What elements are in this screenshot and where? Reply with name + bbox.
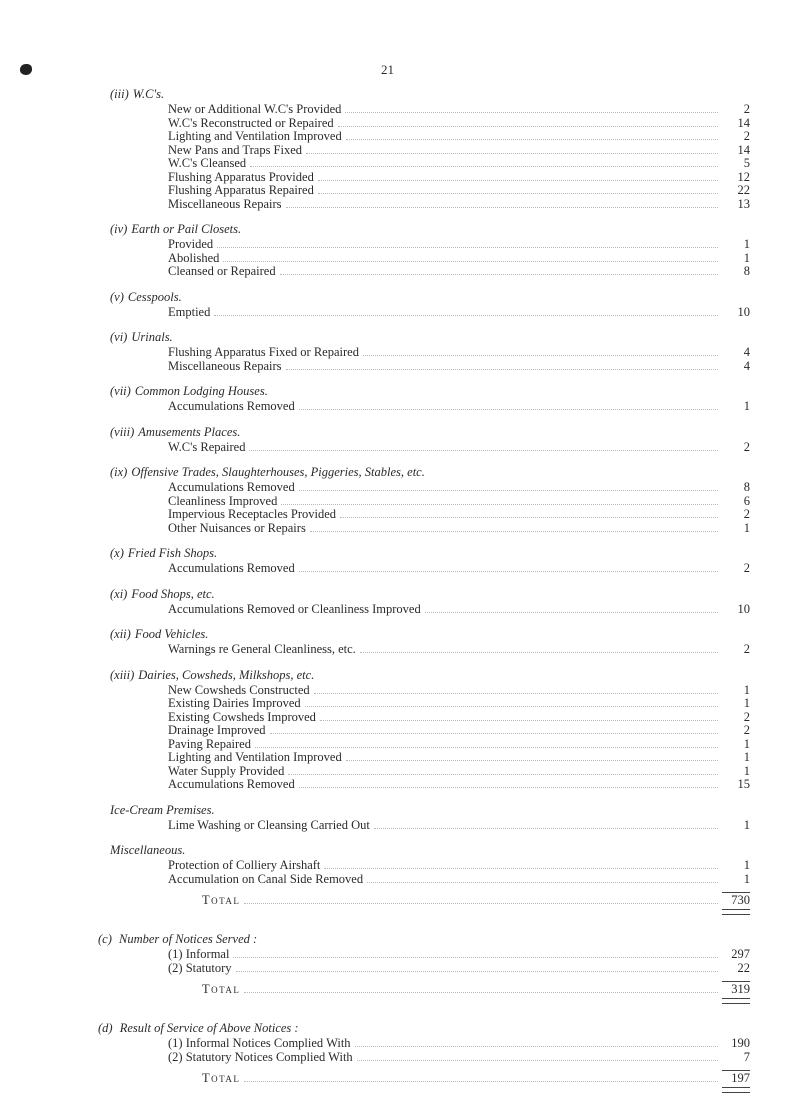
list-item bbox=[98, 1051, 750, 1065]
item-label: Lime Washing or Cleansing Carried Out bbox=[168, 817, 370, 832]
item-label: Water Supply Provided bbox=[168, 763, 285, 778]
item-value: 4 bbox=[743, 358, 750, 373]
item-value: 1 bbox=[743, 817, 750, 832]
leader-dots bbox=[324, 859, 718, 869]
list-item bbox=[110, 238, 750, 252]
section-heading bbox=[110, 383, 750, 400]
item-label: New or Additional W.C's Provided bbox=[168, 102, 342, 116]
list-item bbox=[110, 778, 750, 792]
item-label: Existing Dairies Improved bbox=[168, 696, 301, 710]
notices-served-block bbox=[98, 931, 750, 1004]
leader-dots bbox=[244, 983, 718, 993]
section-number: (v) bbox=[110, 289, 124, 304]
section-title: Result of Service of Above Notices : bbox=[119, 1021, 299, 1035]
list-item bbox=[110, 562, 750, 576]
section-heading bbox=[110, 626, 750, 643]
section-number: (xiii) bbox=[110, 667, 135, 682]
section-heading bbox=[110, 86, 750, 103]
item-value: 297 bbox=[731, 947, 750, 961]
list-item bbox=[110, 738, 750, 752]
item-value: 14 bbox=[737, 115, 750, 130]
item-value: 2 bbox=[743, 642, 750, 656]
leader-dots bbox=[305, 697, 718, 707]
item-value: 1 bbox=[743, 250, 750, 265]
list-item bbox=[110, 819, 750, 833]
report-content bbox=[98, 86, 750, 1093]
list-item bbox=[110, 765, 750, 779]
item-label: Accumulations Removed or Cleanliness Improved bbox=[168, 601, 421, 616]
item-label: (1) Informal Notices Complied With bbox=[168, 1036, 351, 1050]
item-value: 13 bbox=[737, 196, 750, 211]
leader-dots bbox=[223, 252, 718, 262]
section-title: Amusements Places. bbox=[138, 424, 241, 439]
section-title: Earth or Pail Closets. bbox=[131, 222, 242, 236]
leader-dots bbox=[345, 103, 718, 113]
item-value: 2 bbox=[743, 507, 750, 521]
list-item bbox=[110, 184, 750, 198]
leader-dots bbox=[288, 765, 718, 775]
leader-dots bbox=[363, 346, 718, 356]
section-title: Miscellaneous. bbox=[110, 843, 186, 857]
leader-dots bbox=[314, 684, 718, 694]
leader-dots bbox=[299, 481, 718, 491]
total-value: 197 bbox=[722, 1070, 750, 1086]
list-item bbox=[110, 360, 750, 374]
section-number: (ix) bbox=[110, 465, 128, 479]
item-value: 190 bbox=[731, 1036, 750, 1050]
leader-dots bbox=[360, 643, 718, 653]
item-label: Abolished bbox=[168, 250, 220, 265]
item-label: Miscellaneous Repairs bbox=[168, 358, 282, 373]
item-label: Accumulations Removed bbox=[168, 561, 295, 575]
item-label: Miscellaneous Repairs bbox=[168, 196, 282, 211]
section-heading bbox=[110, 586, 750, 603]
leader-dots bbox=[217, 238, 718, 248]
leader-dots bbox=[244, 1072, 718, 1082]
leader-dots bbox=[299, 562, 718, 572]
section-number: (xi) bbox=[110, 586, 128, 601]
total-label: Total bbox=[202, 1071, 241, 1085]
section-heading bbox=[110, 424, 750, 441]
item-value: 15 bbox=[737, 777, 750, 791]
section-heading bbox=[98, 1020, 750, 1037]
section-heading bbox=[110, 329, 750, 346]
leader-dots bbox=[249, 441, 718, 451]
item-label: Warnings re General Cleanliness, etc. bbox=[168, 642, 356, 656]
total-row bbox=[98, 981, 750, 996]
section-heading bbox=[110, 802, 750, 819]
section-number: (c) bbox=[98, 932, 112, 946]
total-row bbox=[98, 1070, 750, 1085]
sanitary-works-sections bbox=[110, 86, 750, 886]
leader-dots bbox=[306, 144, 718, 154]
item-value: 1 bbox=[743, 871, 750, 886]
item-value: 1 bbox=[743, 237, 750, 251]
item-label: Accumulations Removed bbox=[168, 480, 295, 494]
list-item bbox=[110, 859, 750, 873]
leader-dots bbox=[318, 171, 718, 181]
leader-dots bbox=[318, 184, 718, 194]
leader-dots bbox=[214, 306, 718, 316]
double-rule bbox=[722, 909, 750, 915]
item-value: 2 bbox=[743, 723, 750, 737]
leader-dots bbox=[338, 117, 718, 127]
leader-dots bbox=[340, 508, 718, 518]
leader-dots bbox=[357, 1051, 718, 1061]
item-value: 1 bbox=[743, 736, 750, 751]
leader-dots bbox=[320, 711, 718, 721]
item-label: Other Nuisances or Repairs bbox=[168, 520, 306, 535]
total-label: Total bbox=[202, 982, 241, 996]
item-label: (1) Informal bbox=[168, 947, 230, 961]
section-title: Ice-Cream Premises. bbox=[110, 802, 215, 817]
item-label: W.C's Cleansed bbox=[168, 156, 247, 170]
item-label: W.C's Reconstructed or Repaired bbox=[168, 115, 334, 130]
item-label: W.C's Repaired bbox=[168, 439, 246, 454]
item-value: 12 bbox=[737, 169, 750, 184]
double-rule bbox=[722, 1087, 750, 1093]
section-heading bbox=[110, 464, 750, 481]
section-number: (iii) bbox=[110, 87, 129, 101]
item-value: 2 bbox=[743, 709, 750, 724]
list-item bbox=[110, 117, 750, 131]
item-label: Flushing Apparatus Fixed or Repaired bbox=[168, 345, 359, 359]
item-value: 1 bbox=[743, 750, 750, 764]
section-number: (x) bbox=[110, 546, 124, 560]
list-item bbox=[110, 724, 750, 738]
list-item bbox=[110, 306, 750, 320]
list-item bbox=[110, 103, 750, 117]
leader-dots bbox=[255, 738, 718, 748]
item-label: Flushing Apparatus Provided bbox=[168, 169, 314, 184]
list-item bbox=[110, 495, 750, 509]
section-heading bbox=[110, 545, 750, 562]
item-value: 2 bbox=[743, 561, 750, 575]
item-label: Accumulations Removed bbox=[168, 399, 295, 413]
item-value: 22 bbox=[737, 960, 750, 975]
item-label: Emptied bbox=[168, 304, 211, 319]
item-label: New Pans and Traps Fixed bbox=[168, 142, 303, 157]
item-label: Cleanliness Improved bbox=[168, 493, 278, 508]
leader-dots bbox=[250, 157, 718, 167]
item-value: 8 bbox=[743, 480, 750, 494]
list-item bbox=[110, 508, 750, 522]
section-title: Common Lodging Houses. bbox=[134, 384, 268, 398]
list-item bbox=[110, 144, 750, 158]
leader-dots bbox=[244, 894, 718, 904]
list-item bbox=[110, 441, 750, 455]
item-label: Accumulation on Canal Side Removed bbox=[168, 871, 364, 886]
total-label: Total bbox=[202, 893, 241, 907]
item-value: 1 bbox=[743, 682, 750, 697]
section-number: (viii) bbox=[110, 424, 135, 439]
leader-dots bbox=[374, 819, 718, 829]
item-value: 10 bbox=[737, 601, 750, 616]
list-item bbox=[110, 130, 750, 144]
section-title: Offensive Trades, Slaughterhouses, Piggeries, Stables, etc. bbox=[131, 465, 425, 479]
section-number: (vii) bbox=[110, 384, 131, 398]
list-item bbox=[110, 400, 750, 414]
item-value: 1 bbox=[743, 399, 750, 413]
list-item bbox=[110, 481, 750, 495]
item-label: Impervious Receptacles Provided bbox=[168, 507, 337, 521]
leader-dots bbox=[299, 400, 718, 410]
list-item bbox=[110, 603, 750, 617]
section-heading bbox=[110, 289, 750, 306]
item-label: (2) Statutory bbox=[168, 960, 232, 975]
item-label: Flushing Apparatus Repaired bbox=[168, 183, 314, 197]
double-rule bbox=[722, 998, 750, 1004]
section-heading bbox=[110, 842, 750, 859]
list-item bbox=[110, 198, 750, 212]
list-item bbox=[110, 751, 750, 765]
section-title: Number of Notices Served : bbox=[119, 932, 258, 946]
list-item bbox=[110, 697, 750, 711]
leader-dots bbox=[367, 873, 718, 883]
leader-dots bbox=[425, 603, 718, 613]
item-label: Accumulations Removed bbox=[168, 777, 295, 791]
total-row bbox=[110, 892, 750, 907]
section-title: Cesspools. bbox=[127, 289, 182, 304]
section-heading bbox=[98, 931, 750, 948]
leader-dots bbox=[286, 198, 718, 208]
page-number: 21 bbox=[381, 62, 394, 77]
total-value: 730 bbox=[722, 892, 750, 908]
leader-dots bbox=[355, 1037, 718, 1047]
leader-dots bbox=[270, 724, 718, 734]
item-value: 2 bbox=[743, 129, 750, 143]
section-title: Food Vehicles. bbox=[134, 627, 209, 641]
item-value: 10 bbox=[737, 304, 750, 319]
section-number: (iv) bbox=[110, 222, 128, 236]
leader-dots bbox=[286, 360, 718, 370]
section-heading bbox=[110, 221, 750, 238]
item-value: 2 bbox=[743, 439, 750, 454]
ink-spot bbox=[20, 64, 32, 75]
leader-dots bbox=[299, 778, 718, 788]
section-title: Urinals. bbox=[131, 330, 173, 344]
leader-dots bbox=[236, 962, 718, 972]
item-label: Paving Repaired bbox=[168, 736, 251, 751]
leader-dots bbox=[346, 130, 718, 140]
leader-dots bbox=[310, 522, 718, 532]
leader-dots bbox=[281, 495, 718, 505]
list-item bbox=[110, 252, 750, 266]
item-value: 8 bbox=[743, 264, 750, 278]
item-value: 1 bbox=[743, 858, 750, 872]
leader-dots bbox=[280, 265, 718, 275]
list-item bbox=[110, 157, 750, 171]
list-item bbox=[110, 711, 750, 725]
list-item bbox=[110, 265, 750, 279]
item-value: 2 bbox=[743, 102, 750, 116]
item-value: 1 bbox=[743, 696, 750, 710]
item-label: Lighting and Ventilation Improved bbox=[168, 129, 342, 143]
section-number: (xii) bbox=[110, 627, 131, 641]
item-value: 22 bbox=[737, 183, 750, 197]
list-item bbox=[110, 684, 750, 698]
item-label: New Cowsheds Constructed bbox=[168, 682, 310, 697]
item-label: Existing Cowsheds Improved bbox=[168, 709, 316, 724]
leader-dots bbox=[233, 948, 718, 958]
list-item bbox=[110, 643, 750, 657]
item-value: 4 bbox=[743, 345, 750, 359]
section-title: Dairies, Cowsheds, Milkshops, etc. bbox=[138, 667, 315, 682]
item-label: Protection of Colliery Airshaft bbox=[168, 858, 321, 872]
section-number: (vi) bbox=[110, 330, 128, 344]
section-title: Fried Fish Shops. bbox=[127, 546, 218, 560]
item-label: Lighting and Ventilation Improved bbox=[168, 750, 342, 764]
total-value: 319 bbox=[722, 981, 750, 997]
list-item bbox=[110, 171, 750, 185]
list-item bbox=[98, 962, 750, 976]
notices-result-block bbox=[98, 1020, 750, 1093]
section-title: Food Shops, etc. bbox=[131, 586, 215, 601]
leader-dots bbox=[346, 751, 718, 761]
item-value: 6 bbox=[743, 493, 750, 508]
section-heading bbox=[110, 667, 750, 684]
list-item bbox=[110, 346, 750, 360]
item-value: 5 bbox=[743, 156, 750, 170]
item-value: 1 bbox=[743, 520, 750, 535]
item-label: Drainage Improved bbox=[168, 723, 266, 737]
list-item bbox=[110, 522, 750, 536]
item-label: (2) Statutory Notices Complied With bbox=[168, 1049, 353, 1064]
section-title: W.C's. bbox=[132, 87, 165, 101]
list-item bbox=[98, 1037, 750, 1051]
item-label: Provided bbox=[168, 237, 214, 251]
item-value: 7 bbox=[743, 1049, 750, 1064]
item-value: 14 bbox=[737, 142, 750, 157]
section-number: (d) bbox=[98, 1021, 113, 1035]
item-label: Cleansed or Repaired bbox=[168, 264, 276, 278]
list-item bbox=[110, 873, 750, 887]
item-value: 1 bbox=[743, 763, 750, 778]
list-item bbox=[98, 948, 750, 962]
